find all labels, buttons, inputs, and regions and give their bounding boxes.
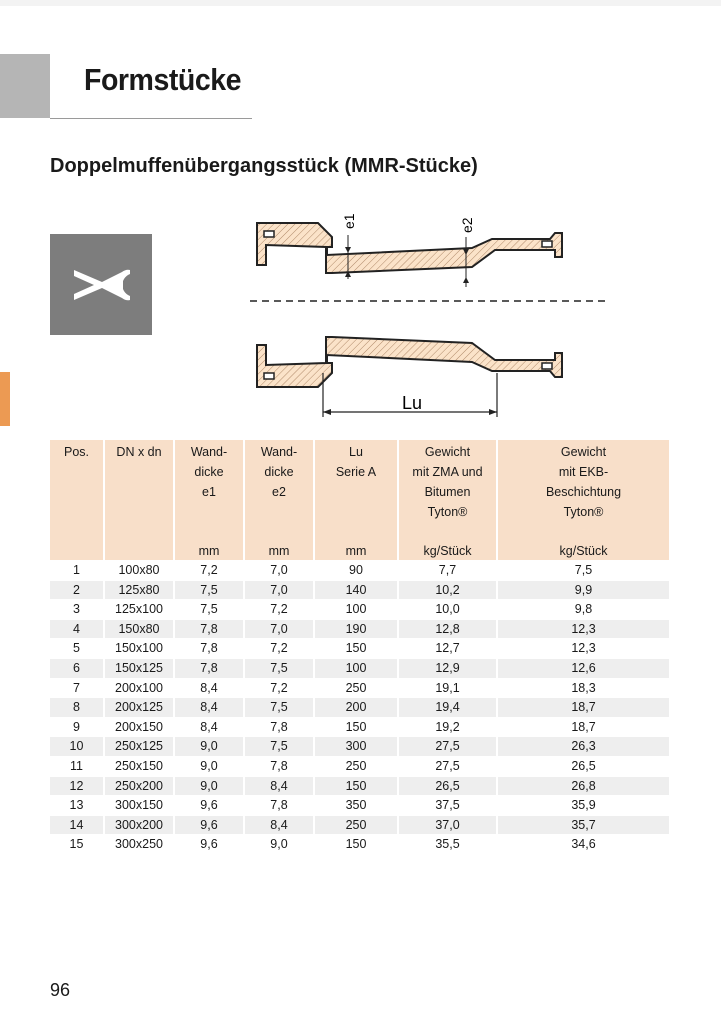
title-underline: [50, 118, 252, 119]
column-header-line: Beschichtung: [545, 485, 622, 499]
column-header: [50, 440, 104, 561]
table-cell: 7,8: [174, 658, 244, 678]
table-cell: 100: [314, 600, 398, 620]
table-cell: 7,5: [174, 600, 244, 620]
table-cell: 8,4: [174, 698, 244, 718]
table-cell: 300x200: [104, 815, 174, 835]
table-cell: 12: [50, 776, 104, 796]
table-cell: 150x125: [104, 658, 174, 678]
table-cell: 3: [50, 600, 104, 620]
column-header-line: Pos.: [63, 445, 89, 459]
table-cell: 27,5: [398, 737, 497, 757]
table-row: [50, 561, 669, 581]
table-cell: 18,7: [497, 698, 669, 718]
column-header-line: dicke: [264, 465, 294, 479]
table-cell: 12,7: [398, 639, 497, 659]
table-cell: 9,6: [174, 796, 244, 816]
table-cell: 250x200: [104, 776, 174, 796]
column-header-line: Serie A: [335, 465, 377, 479]
table-cell: 300x250: [104, 835, 174, 854]
table-cell: 14: [50, 815, 104, 835]
table-cell: 12,6: [497, 658, 669, 678]
table-cell: 200x150: [104, 717, 174, 737]
table-cell: 7,2: [244, 678, 314, 698]
table-cell: 8,4: [174, 678, 244, 698]
table-row: [50, 756, 669, 776]
column-header-line: dicke: [194, 465, 224, 479]
table-row: [50, 737, 669, 757]
table-row: [50, 639, 669, 659]
fitting-symbol-icon: [50, 234, 152, 335]
column-header: [497, 440, 669, 561]
column-unit: kg/Stück: [423, 544, 472, 558]
table-cell: 35,7: [497, 815, 669, 835]
table-cell: 150: [314, 776, 398, 796]
table-cell: 1: [50, 561, 104, 581]
table-cell: 7,5: [174, 580, 244, 600]
table-cell: 7,8: [174, 639, 244, 659]
table-cell: 8,4: [174, 717, 244, 737]
table-cell: 19,2: [398, 717, 497, 737]
table-cell: 7,8: [244, 717, 314, 737]
table-cell: 250: [314, 756, 398, 776]
table-cell: 7,8: [174, 619, 244, 639]
table-cell: 7,0: [244, 580, 314, 600]
table-cell: 9: [50, 717, 104, 737]
table-row: [50, 658, 669, 678]
table-cell: 9,0: [244, 835, 314, 854]
section-marker: [0, 54, 50, 118]
dimensions-table: [50, 440, 669, 854]
column-unit: mm: [268, 544, 290, 558]
table-cell: 200x100: [104, 678, 174, 698]
table-cell: 8,4: [244, 815, 314, 835]
table-cell: 18,7: [497, 717, 669, 737]
column-header-line: Bitumen: [424, 485, 471, 499]
table-cell: 9,6: [174, 815, 244, 835]
column-unit: mm: [198, 544, 220, 558]
column-header-line: mit ZMA und: [412, 465, 483, 479]
column-unit: [105, 542, 173, 560]
table-cell: 7: [50, 678, 104, 698]
table-row: [50, 600, 669, 620]
table-cell: 150x100: [104, 639, 174, 659]
table-cell: 4: [50, 619, 104, 639]
table-cell: 100x80: [104, 561, 174, 581]
table-cell: 35,5: [398, 835, 497, 854]
label-e1: e1: [341, 213, 357, 229]
table-cell: 27,5: [398, 756, 497, 776]
table-cell: 9,0: [174, 776, 244, 796]
table-cell: 100: [314, 658, 398, 678]
table-cell: 150: [314, 717, 398, 737]
table-cell: 10: [50, 737, 104, 757]
table-row: [50, 796, 669, 816]
table-cell: 12,9: [398, 658, 497, 678]
column-header-line: Wand-: [260, 445, 298, 459]
table-cell: 125x100: [104, 600, 174, 620]
table-cell: 7,0: [244, 619, 314, 639]
column-header-line: Wand-: [190, 445, 228, 459]
table-cell: 250x125: [104, 737, 174, 757]
table-cell: 7,8: [244, 796, 314, 816]
table-cell: 35,9: [497, 796, 669, 816]
table-header-row: [50, 440, 669, 561]
table-cell: 7,8: [244, 756, 314, 776]
table-cell: 350: [314, 796, 398, 816]
table-cell: 37,0: [398, 815, 497, 835]
table-cell: 12,8: [398, 619, 497, 639]
label-e2: e2: [459, 217, 475, 233]
table-row: [50, 776, 669, 796]
table-row: [50, 580, 669, 600]
page-subtitle: Doppelmuffenübergangsstück (MMR-Stücke): [50, 155, 478, 177]
table-cell: 125x80: [104, 580, 174, 600]
table-cell: 8: [50, 698, 104, 718]
table-cell: 300: [314, 737, 398, 757]
column-header: [104, 440, 174, 561]
table-cell: 90: [314, 561, 398, 581]
page-number: 96: [50, 980, 71, 1000]
table-cell: 2: [50, 580, 104, 600]
table-cell: 26,3: [497, 737, 669, 757]
table-cell: 190: [314, 619, 398, 639]
table-cell: 18,3: [497, 678, 669, 698]
column-header-line: Tyton®: [563, 505, 604, 519]
table-cell: 150: [314, 835, 398, 854]
label-lu: Lu: [402, 393, 423, 413]
table-cell: 7,7: [398, 561, 497, 581]
section-title: Formstücke: [84, 62, 242, 97]
table-cell: 200x125: [104, 698, 174, 718]
table-cell: 6: [50, 658, 104, 678]
column-header-line: e1: [202, 485, 216, 499]
table-cell: 200: [314, 698, 398, 718]
table-cell: 10,0: [398, 600, 497, 620]
table-cell: 7,0: [244, 561, 314, 581]
table-row: [50, 619, 669, 639]
table-cell: 10,2: [398, 580, 497, 600]
table-row: [50, 815, 669, 835]
table-cell: 12,3: [497, 619, 669, 639]
column-unit: mm: [345, 544, 367, 558]
table-cell: 19,1: [398, 678, 497, 698]
table-cell: 250: [314, 815, 398, 835]
table-cell: 7,2: [244, 639, 314, 659]
table-cell: 11: [50, 756, 104, 776]
table-cell: 250x150: [104, 756, 174, 776]
column-header-line: Gewicht: [424, 445, 471, 459]
table-cell: 7,5: [244, 658, 314, 678]
table-cell: 37,5: [398, 796, 497, 816]
column-unit: [50, 542, 103, 560]
table-cell: 9,0: [174, 737, 244, 757]
table-cell: 150: [314, 639, 398, 659]
table-cell: 9,8: [497, 600, 669, 620]
table-cell: 13: [50, 796, 104, 816]
fitting-cross-section-drawing: [250, 205, 610, 425]
table-row: [50, 678, 669, 698]
column-header-line: Lu: [349, 445, 363, 459]
table-cell: 34,6: [497, 835, 669, 854]
top-rule: [0, 0, 721, 6]
table-row: [50, 698, 669, 718]
thumb-index-tab: [0, 372, 10, 426]
table-cell: 26,8: [497, 776, 669, 796]
table-cell: 7,2: [244, 600, 314, 620]
table-row: [50, 717, 669, 737]
table-cell: 9,6: [174, 835, 244, 854]
table-cell: 7,5: [244, 698, 314, 718]
column-header-line: Tyton®: [427, 505, 468, 519]
table-cell: 5: [50, 639, 104, 659]
column-header-line: DN x dn: [116, 445, 162, 459]
table-cell: 9,9: [497, 580, 669, 600]
table-cell: 12,3: [497, 639, 669, 659]
column-unit: kg/Stück: [559, 544, 608, 558]
table-cell: 7,5: [497, 561, 669, 581]
column-header: [398, 440, 497, 561]
column-header-line: mit EKB-: [558, 465, 609, 479]
table-cell: 26,5: [497, 756, 669, 776]
table-row: [50, 835, 669, 854]
column-header-line: e2: [272, 485, 286, 499]
column-header: [174, 440, 244, 561]
column-header-line: Gewicht: [560, 445, 607, 459]
column-header: [314, 440, 398, 561]
table-cell: 9,0: [174, 756, 244, 776]
table-body: [50, 561, 669, 854]
table-cell: 8,4: [244, 776, 314, 796]
table-cell: 26,5: [398, 776, 497, 796]
table-cell: 300x150: [104, 796, 174, 816]
table-cell: 7,2: [174, 561, 244, 581]
table-cell: 140: [314, 580, 398, 600]
column-header: [244, 440, 314, 561]
table-cell: 19,4: [398, 698, 497, 718]
table-cell: 7,5: [244, 737, 314, 757]
table-cell: 250: [314, 678, 398, 698]
table-cell: 150x80: [104, 619, 174, 639]
table-cell: 15: [50, 835, 104, 854]
